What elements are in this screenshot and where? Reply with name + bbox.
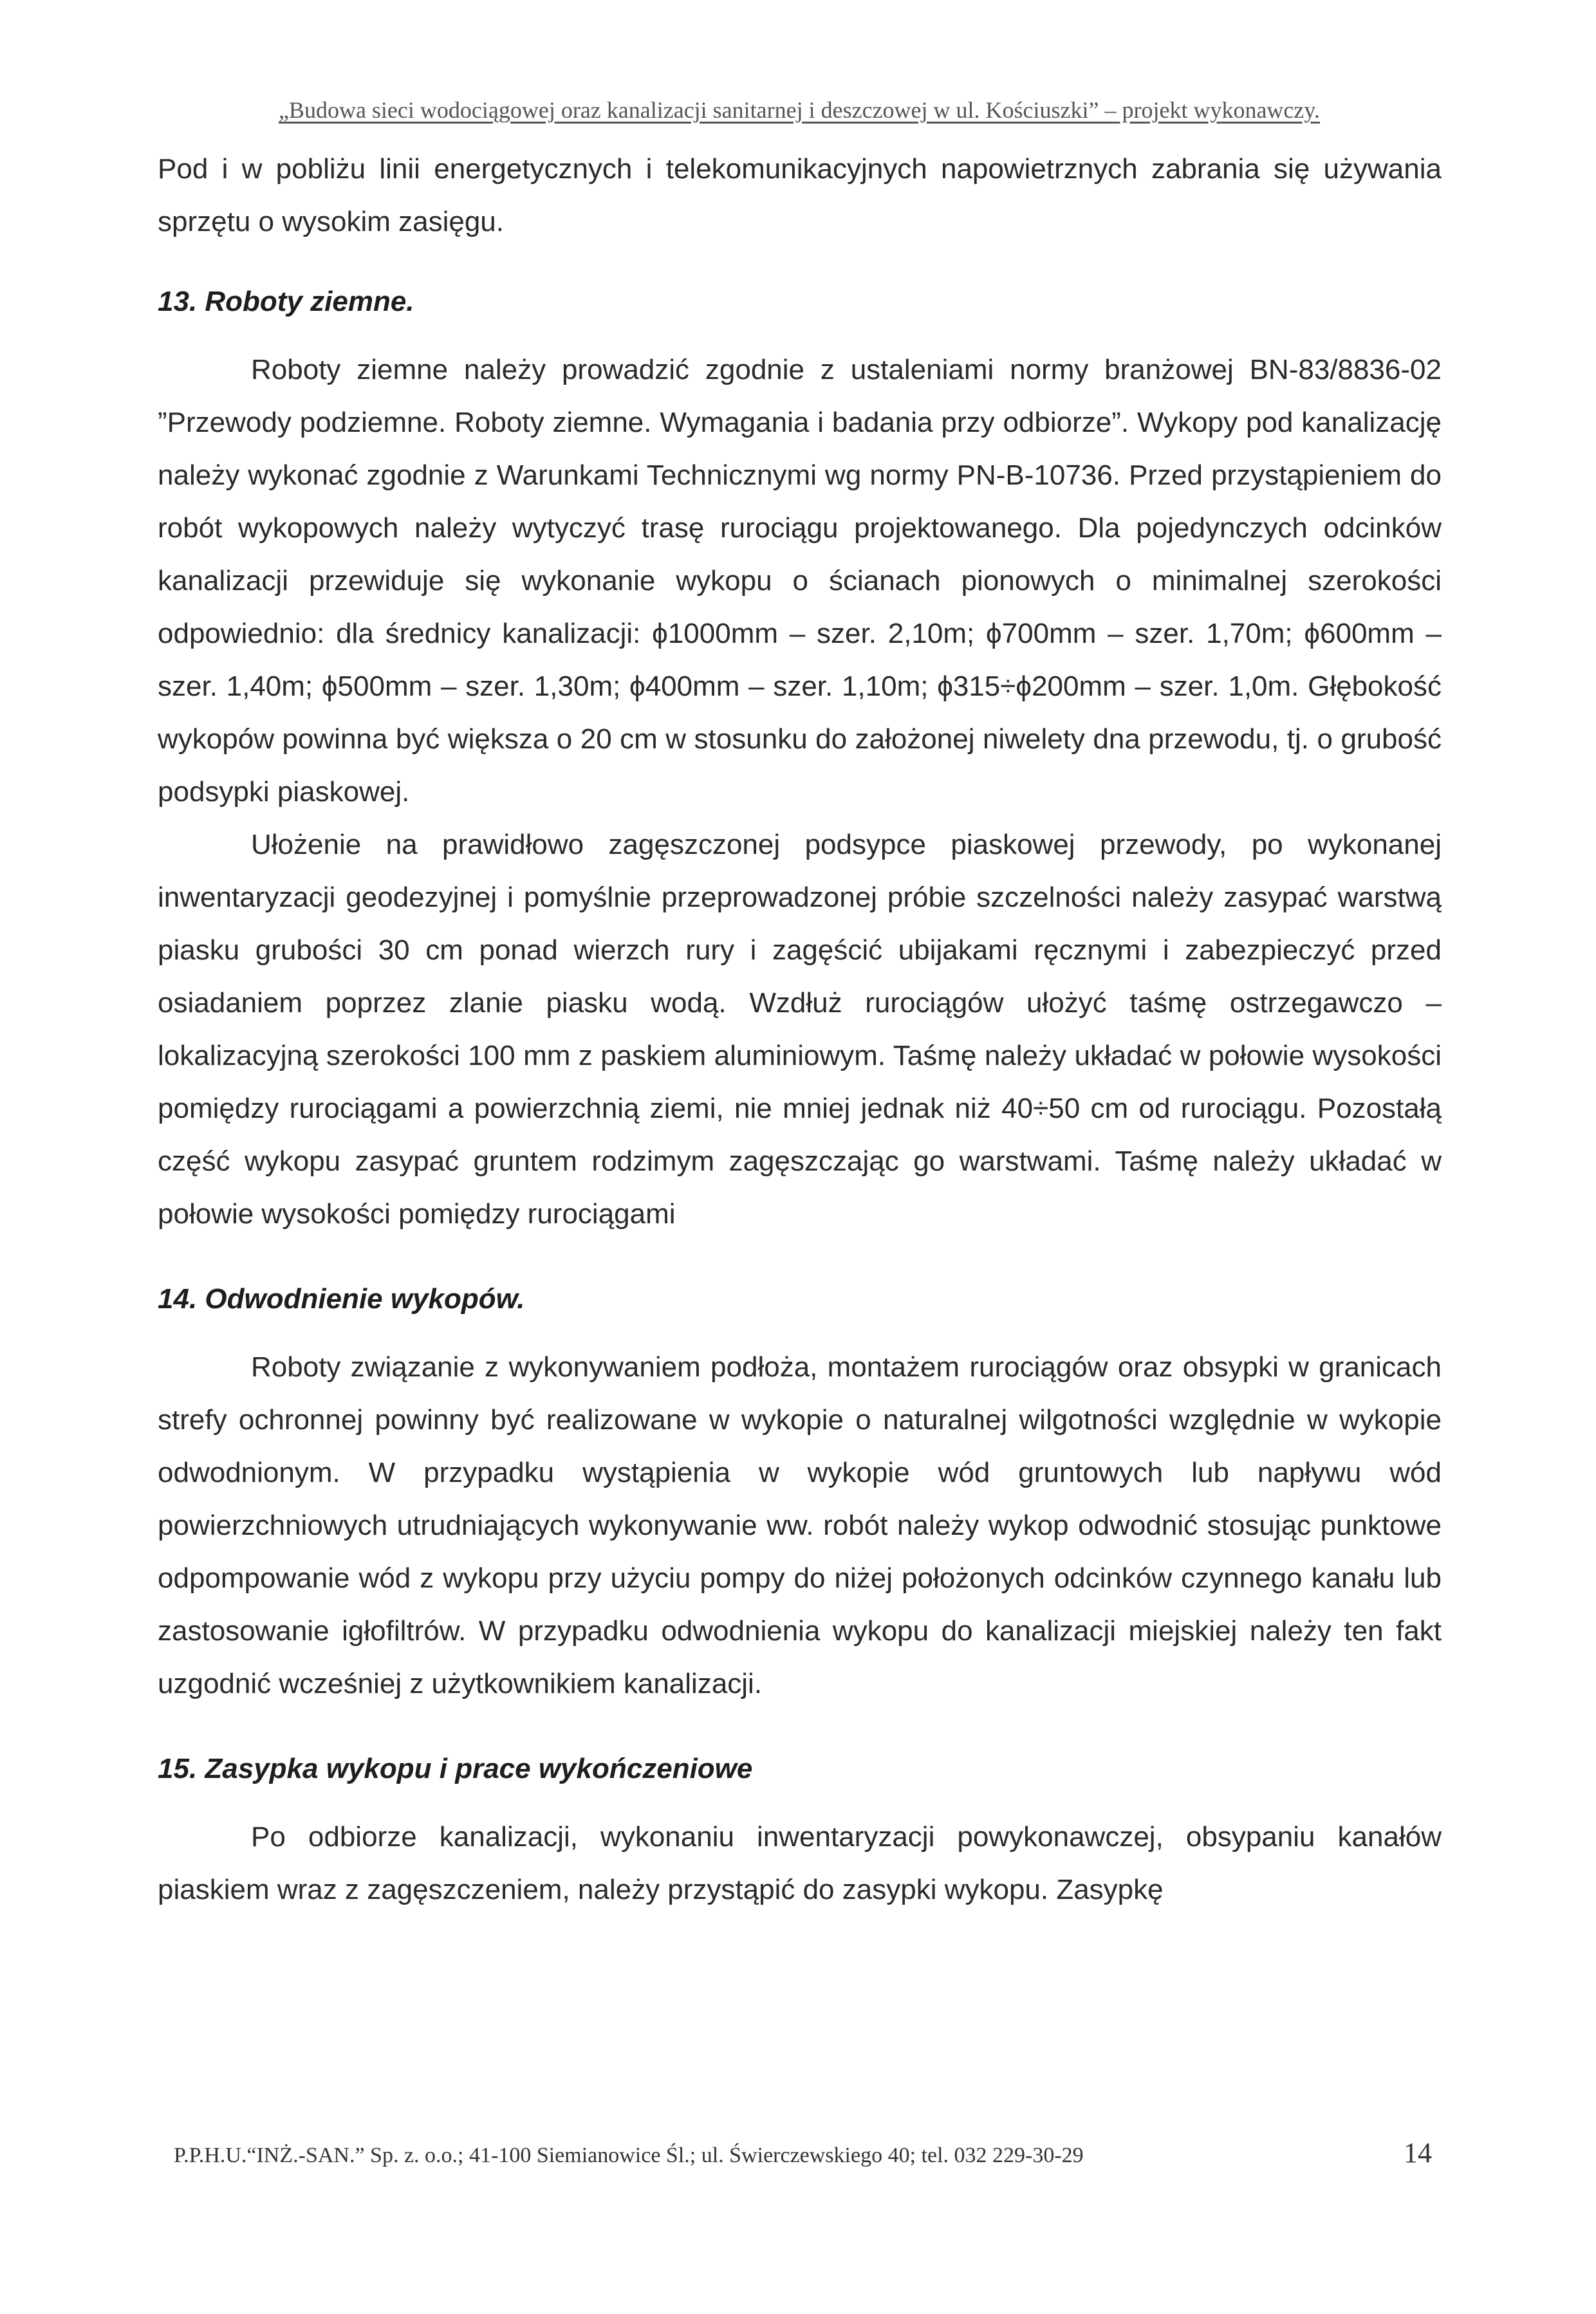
document-footer — [174, 2136, 1432, 2169]
section-15-heading: 15. Zasypka wykopu i prace wykończeniowe — [158, 1753, 753, 1784]
page-number: 14 — [1404, 2137, 1432, 2169]
section-13-heading: 13. Roboty ziemne. — [158, 286, 414, 317]
section-13-paragraph-2: Ułożenie na prawidłowo zagęszczonej podsypce piaskowej przewody, po wykonanej inwentaryzacji geodezyjnej i pomyślnie przeprowadzonej próbie szczelności należy zasypać warstwą piasku grubości 30 cm ponad wierzch rury i zagęścić ubijakami ręcznymi i zabezpieczyć przed osiadaniem poprzez zlanie piasku wodą. Wzdłuż rurociągów ułożyć taśmę ostrzegawczo – lokalizacyjną szerokości 100 mm z paskiem aluminiowym. Taśmę należy układać w połowie wysokości pomiędzy rurociągami a powierzchnią ziemi, nie mniej jednak niż 40÷50 cm od rurociągu. Pozostałą część wykopu zasypać gruntem rodzimym zagęszczając go warstwami. Taśmę należy układać w połowie wysokości pomiędzy rurociągami — [158, 829, 1442, 1230]
footer-company-info: P.P.H.U.“INŻ.-SAN.” Sp. z. o.o.; 41-100 Siemianowice Śl.; ul. Świerczewskiego 40; tel. 032 229-30-29 — [174, 2143, 1084, 2167]
intro-paragraph: Pod i w pobliżu linii energetycznych i telekomunikacyjnych napowietrznych zabrania się używania sprzętu o wysokim zasięgu. — [158, 153, 1442, 237]
document-header: „Budowa sieci wodociągowej oraz kanalizacji sanitarnej i deszczowej w ul. Kościuszki” – projekt wykonawczy. — [278, 97, 1321, 123]
section-15-paragraph-1: Po odbiorze kanalizacji, wykonaniu inwentaryzacji powykonawczej, obsypaniu kanałów piaskiem wraz z zagęszczeniem, należy przystąpić do zasypki wykopu. Zasypkę — [158, 1821, 1442, 1905]
document-body — [158, 143, 1442, 1916]
section-14-paragraph-1: Roboty związanie z wykonywaniem podłoża, montażem rurociągów oraz obsypki w granicach strefy ochronnej powinny być realizowane w wykopie o naturalnej wilgotności względnie w wykopie odwodnionym. W przypadku wystąpienia w wykopie wód gruntowych lub napływu wód powierzchniowych utrudniających wykonywanie ww. robót należy wykop odwodnić stosując punktowe odpompowanie wód z wykopu przy użyciu pompy do niżej położonych odcinków czynnego kanału lub zastosowanie igłofiltrów. W przypadku odwodnienia wykopu do kanalizacji miejskiej należy ten fakt uzgodnić wcześniej z użytkownikiem kanalizacji. — [158, 1351, 1442, 1699]
section-13-paragraph-1: Roboty ziemne należy prowadzić zgodnie z ustaleniami normy branżowej BN-83/8836-02 ”Przewody podziemne. Roboty ziemne. Wymagania i badania przy odbiorze”. Wykopy pod kanalizację należy wykonać zgodnie z Warunkami Technicznymi wg normy PN-B-10736. Przed przystąpieniem do robót wykopowych należy wytyczyć trasę rurociągu projektowanego. Dla pojedynczych odcinków kanalizacji przewiduje się wykonanie wykopu o ścianach pionowych o minimalnej szerokości odpowiednio: dla średnicy kanalizacji: ϕ1000mm – szer. 2,10m; ϕ700mm – szer. 1,70m; ϕ600mm – szer. 1,40m; ϕ500mm – szer. 1,30m; ϕ400mm – szer. 1,10m; ϕ315÷ϕ200mm – szer. 1,0m. Głębokość wykopów powinna być większa o 20 cm w stosunku do założonej niwelety dna przewodu, tj. o grubość podsypki piaskowej. — [158, 354, 1442, 808]
section-14-heading: 14. Odwodnienie wykopów. — [158, 1283, 525, 1315]
